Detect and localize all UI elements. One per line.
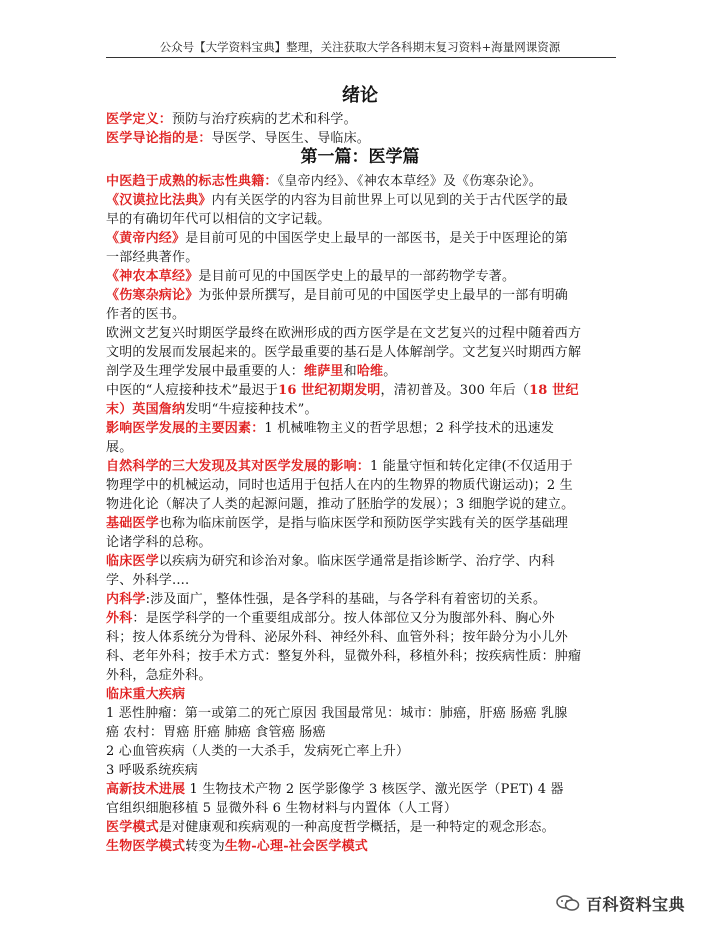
text-segment: 学、外科学....: [106, 573, 190, 588]
text-segment: 一部经典著作。: [106, 250, 199, 265]
text-segment: 早的有确切年代可以相信的文字记载。: [106, 212, 331, 227]
section-title: 第一篇：医学篇: [300, 147, 420, 167]
text-line: [106, 248, 626, 267]
text-segment: 也称为临床前医学，是指与临床医学和预防医学实践有关的医学基础理: [158, 516, 569, 531]
text-line: [106, 666, 626, 685]
text-segment: 官组织细胞移植 5 显微外科 6 生物材料与内置体（人工肾）: [106, 801, 458, 816]
text-segment: 是目前可见的中国医学史上的最早的一部药物学专著。: [198, 269, 516, 284]
watermark: [556, 892, 685, 914]
text-segment: :涉及面广，整体性强，是各学科的基础，与各学科有着密切的关系。: [145, 592, 547, 607]
text-line: [106, 742, 626, 761]
text-line: [106, 818, 626, 837]
text-segment: 1 生物技术产物 2 医学影像学 3 核医学、激光医学（PET) 4 器: [185, 782, 564, 797]
highlight-term: 18 世纪: [529, 383, 579, 398]
text-segment: 物进化论（解决了人类的起源问题，推动了胚胎学的发展）；3 细胞学说的建立。: [106, 497, 575, 512]
text-line: [106, 647, 626, 666]
chapter-title: 绪论: [342, 85, 378, 106]
page-header: 公众号【大学资料宝典】整理，关注获取大学各科期末复习资料+海量网课资源: [159, 40, 561, 54]
highlight-term: 《汉谟拉比法典》: [106, 193, 212, 208]
text-line: [106, 837, 626, 856]
text-line: [106, 723, 626, 742]
text-segment: 转变为: [185, 839, 225, 854]
text-line: [106, 129, 626, 148]
text-line: [106, 267, 626, 286]
highlight-term: 影响医学发展的主要因素：: [106, 421, 265, 436]
text-line: [106, 514, 626, 533]
text-segment: 科；按人体系统分为骨科、泌尿外科、神经外科、血管外科；按年龄分为小儿外: [106, 630, 569, 645]
highlight-term: 内科学: [106, 592, 146, 607]
highlight-term: 末）英国詹纳: [106, 402, 186, 417]
highlight-term: 医学定义：: [106, 112, 173, 127]
text-line: [106, 533, 626, 552]
text-line: [106, 362, 626, 381]
text-line: [106, 799, 626, 818]
text-segment: 展。: [106, 440, 133, 455]
highlight-term: 《伤寒杂病论》: [106, 288, 199, 303]
text-segment: 1 能量守恒和转化定律(不仅适用于: [370, 459, 573, 474]
highlight-term: 维萨里: [304, 364, 344, 379]
text-line: [106, 609, 626, 628]
highlight-term: 《神农本草经》: [106, 269, 199, 284]
text-segment: 1 恶性肿瘤：第一或第二的死亡原因 我国最常见：城市：肺癌，肝癌 肠癌 乳腺: [106, 706, 568, 721]
text-line: [106, 381, 626, 400]
text-line: [106, 628, 626, 647]
text-segment: 剖学及生理学发展中最重要的人：: [106, 364, 305, 379]
highlight-term: 自然科学的三大发现及其对医学发展的影响：: [106, 459, 371, 474]
text-segment: 预防与治疗疾病的艺术和科学。: [172, 112, 357, 127]
text-segment: 。: [383, 364, 397, 379]
text-segment: 欧洲文艺复兴时期医学最终在欧洲形成的西方医学是在文艺复兴的过程中随着西方: [106, 326, 582, 341]
header-divider: [106, 57, 616, 58]
highlight-term: 《黄帝内经》: [106, 231, 186, 246]
text-segment: 内有关医学的内容为目前世界上可以见到的关于古代医学的最: [211, 193, 569, 208]
text-line: [106, 571, 626, 590]
highlight-term: 生物医学模式: [106, 839, 186, 854]
text-segment: 为张仲景所撰写，是目前可见的中国医学史上最早的一部有明确: [198, 288, 569, 303]
highlight-term: 16 世纪初期发明: [278, 383, 381, 398]
text-line: [106, 172, 626, 191]
text-segment: 和: [343, 364, 357, 379]
wechat-icon: [556, 895, 580, 911]
text-segment: 中医的“人痘接种技术”最迟于: [106, 383, 279, 398]
text-segment: 文明的发展而发展起来的。医学最重要的基石是人体解剖学。文艺复兴时期西方解: [106, 345, 582, 360]
watermark-text: 百科资料宝典: [586, 894, 686, 914]
highlight-term: 医学导论指的是：: [106, 131, 212, 146]
text-segment: 3 呼吸系统疾病: [106, 763, 199, 778]
text-line: [106, 324, 626, 343]
text-line: [106, 400, 626, 419]
text-line: [106, 552, 626, 571]
highlight-term: 高新技术进展: [106, 782, 186, 797]
text-segment: ，清初普及。300 年后（: [380, 383, 530, 398]
text-line: [106, 419, 626, 438]
text-segment: ：是医学科学的一个重要组成部分。按人体部位又分为腹部外科、胸心外: [132, 611, 555, 626]
text-line: [106, 476, 626, 495]
text-segment: 《皇帝内经》、《神农本草经》及《伤寒杂论》。: [277, 174, 543, 189]
highlight-term: 基础医学: [106, 516, 159, 531]
text-line: [106, 191, 626, 210]
text-segment: 以疾病为研究和诊治对象。临床医学通常是指诊断学、治疗学、内科: [158, 554, 555, 569]
text-line: [106, 704, 626, 723]
highlight-term: 外科: [106, 611, 133, 626]
text-segment: 2 心血管疾病（人类的一大杀手，发病死亡率上升）: [106, 744, 410, 759]
text-line: [106, 495, 626, 514]
text-line: [106, 229, 626, 248]
highlight-term: 哈维: [356, 364, 384, 379]
text-segment: 是对健康观和疾病观的一种高度哲学概括，是一种特定的观念形态。: [158, 820, 555, 835]
text-segment: 是目前可见的中国医学史上最早的一部医书，是关于中医理论的第: [185, 231, 569, 246]
text-segment: 发明“牛痘接种技术”。: [185, 402, 318, 417]
text-line: [106, 110, 626, 129]
text-line: [106, 457, 626, 476]
text-segment: 作者的医书。: [106, 307, 186, 322]
text-line: [106, 761, 626, 780]
highlight-term: 中医趋于成熟的标志性典籍：: [106, 174, 278, 189]
text-line: [106, 685, 626, 704]
highlight-term: 临床重大疾病: [106, 687, 186, 702]
text-segment: 1 机械唯物主义的哲学思想；2 科学技术的迅速发: [264, 421, 555, 436]
text-line: [106, 438, 626, 457]
highlight-term: 临床医学: [106, 554, 159, 569]
text-line: [106, 343, 626, 362]
text-segment: 外科，急症外科。: [106, 668, 212, 683]
text-segment: 论诸学科的总称。: [106, 535, 212, 550]
text-segment: 科、老年外科；按手术方式：整复外科，显微外科，移植外科；按疾病性质：肿瘤: [106, 649, 582, 664]
text-segment: 癌 农村：胃癌 肝癌 肺癌 食管癌 肠癌: [106, 725, 326, 740]
highlight-term: 医学模式: [106, 820, 159, 835]
text-line: [106, 210, 626, 229]
text-line: [106, 590, 626, 609]
text-segment: 物理学中的机械运动，同时也适用于包括人在内的生物界的物质代谢运动)；2 生: [106, 478, 573, 493]
text-line: [106, 780, 626, 799]
text-segment: 导医学、导医生、导临床。: [211, 131, 371, 146]
text-line: [106, 286, 626, 305]
text-line: [106, 305, 626, 324]
highlight-term: 生物-心理-社会医学模式: [224, 839, 369, 854]
